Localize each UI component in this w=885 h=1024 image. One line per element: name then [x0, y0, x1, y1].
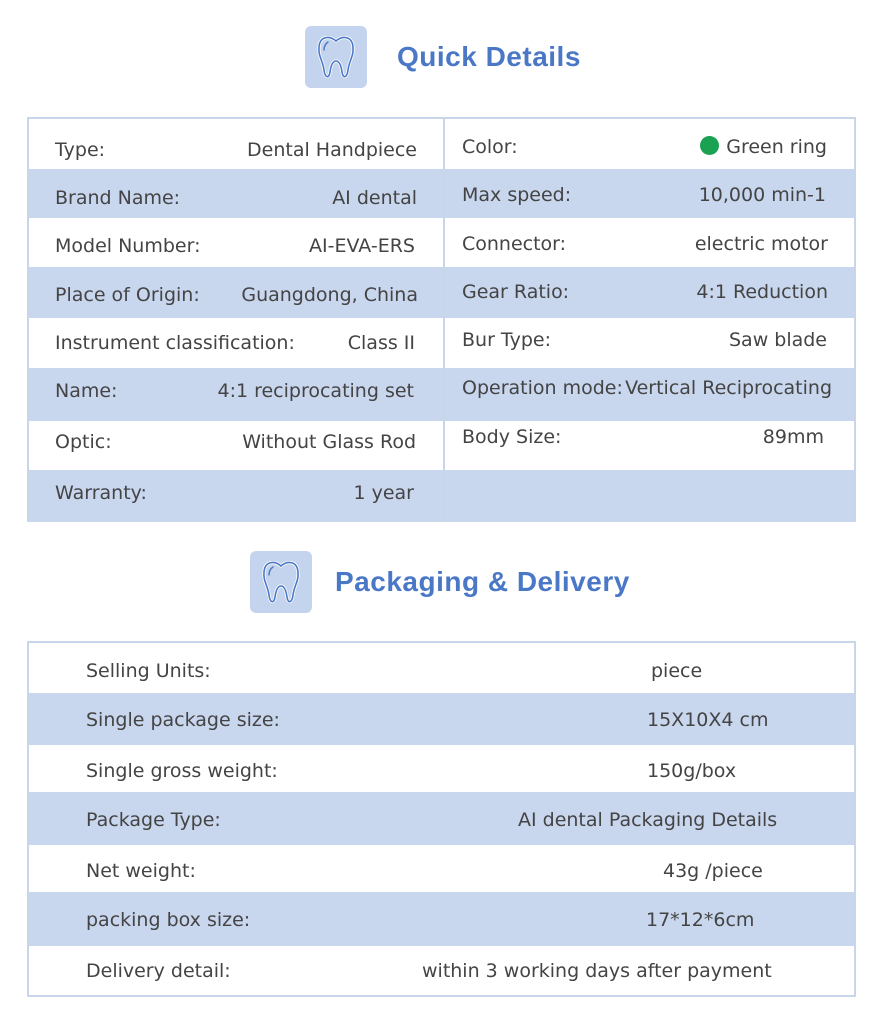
spec-value: AI-EVA-ERS: [309, 235, 415, 257]
spec-value: Saw blade: [728, 329, 827, 351]
packaging-value: AI dental Packaging Details: [518, 809, 778, 831]
packaging-title: Packaging & Delivery: [335, 566, 630, 597]
spec-value: Dental Handpiece: [247, 139, 417, 161]
packaging-table: [27, 641, 856, 997]
spec-label: Operation mode:: [462, 377, 623, 399]
packaging-label: Single gross weight:: [86, 760, 278, 782]
spec-label: Max speed:: [462, 184, 572, 206]
color-value: [700, 136, 827, 158]
packaging-header: [250, 551, 630, 613]
quick-details-header: [305, 26, 581, 88]
spec-value: Without Glass Rod: [242, 431, 416, 453]
green-color-swatch: [700, 136, 719, 155]
spec-value: Vertical Reciprocating: [625, 377, 832, 399]
spec-label: Name:: [55, 380, 118, 402]
spec-label: Optic:: [55, 431, 112, 453]
spec-value: electric motor: [694, 233, 828, 255]
spec-label: Gear Ratio:: [462, 281, 570, 303]
packaging-value: 15X10X4 cm: [647, 709, 769, 731]
spec-label: Type:: [55, 139, 106, 161]
spec-label: Color:: [462, 136, 518, 158]
packaging-value: 17*12*6cm: [646, 909, 755, 931]
spec-label: Instrument classification:: [55, 332, 295, 354]
spec-label: Body Size:: [462, 426, 562, 448]
packaging-label: Single package size:: [86, 709, 280, 731]
spec-label: Connector:: [462, 233, 567, 255]
spec-value: 4:1 Reduction: [696, 281, 828, 303]
spec-value: 89mm: [762, 426, 824, 448]
packaging-label: Delivery detail:: [86, 960, 231, 982]
column-divider: [443, 119, 445, 522]
packaging-value: 150g/box: [647, 760, 737, 782]
packaging-label: Selling Units:: [86, 660, 211, 682]
spec-value: 1 year: [353, 482, 414, 504]
spec-label: Bur Type:: [462, 329, 551, 351]
spec-label: Place of Origin:: [55, 284, 200, 306]
spec-value: Guangdong, China: [241, 284, 418, 306]
spec-label: Brand Name:: [55, 187, 181, 209]
spec-value: AI dental: [332, 187, 417, 209]
quick-details-title: Quick Details: [397, 41, 581, 72]
tooth-icon: [250, 551, 312, 613]
spec-value: 4:1 reciprocating set: [217, 380, 414, 402]
packaging-value: within 3 working days after payment: [422, 960, 772, 982]
spec-label: Model Number:: [55, 235, 201, 257]
spec-label: Warranty:: [55, 482, 147, 504]
packaging-label: Net weight:: [86, 860, 196, 882]
packaging-label: Package Type:: [86, 809, 221, 831]
tooth-icon: [305, 26, 367, 88]
spec-value: Class II: [347, 332, 415, 354]
quick-details-table: [27, 117, 856, 522]
packaging-label: packing box size:: [86, 909, 251, 931]
spec-value: Green ring: [726, 136, 827, 158]
packaging-value: 43g /piece: [663, 860, 763, 882]
spec-value: 10,000 min-1: [698, 184, 826, 206]
packaging-value: piece: [651, 660, 703, 682]
shaded-band: [29, 470, 854, 522]
